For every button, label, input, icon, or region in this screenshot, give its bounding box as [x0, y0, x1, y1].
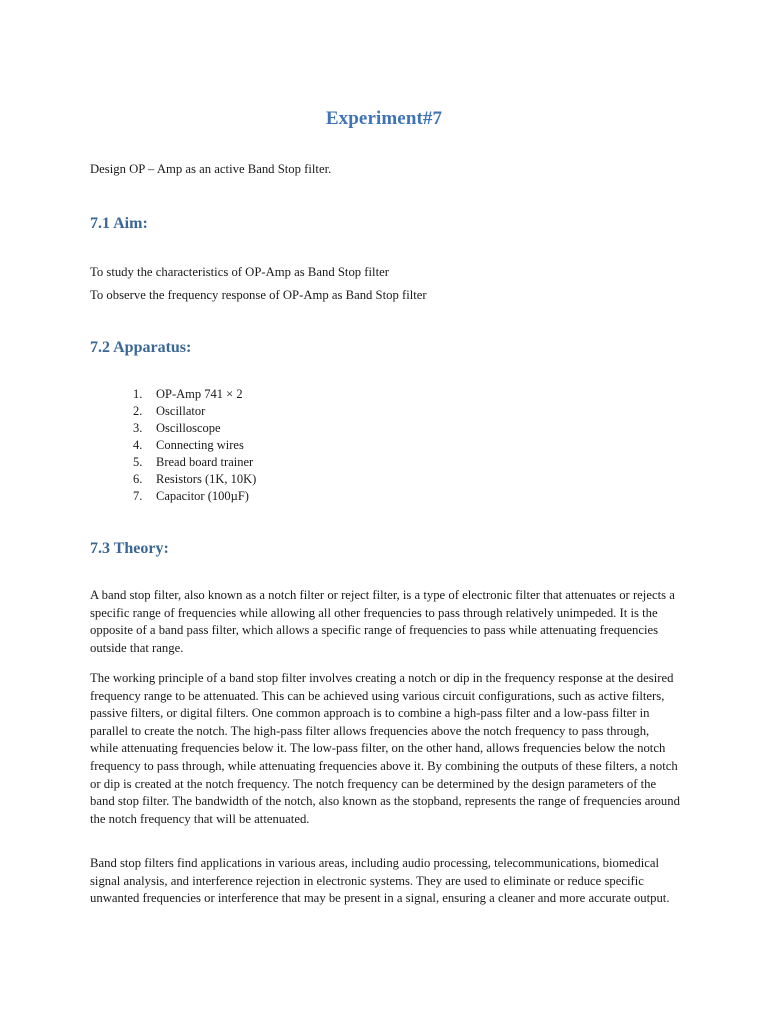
list-item: 7. Capacitor (100µF) — [133, 489, 249, 503]
list-item: 5. Bread board trainer — [133, 455, 254, 469]
apparatus-list — [133, 386, 256, 505]
list-item: 4. Connecting wires — [133, 438, 244, 452]
apparatus-heading: 7.2 Apparatus: — [90, 339, 192, 356]
list-item: 3. Oscilloscope — [133, 421, 221, 435]
theory-heading: 7.3 Theory: — [90, 540, 169, 557]
intro-text: Design OP – Amp as an active Band Stop filter. — [90, 162, 332, 176]
list-item: 1. OP-Amp 741 × 2 — [133, 387, 243, 401]
list-item: 6. Resistors (1K, 10K) — [133, 472, 257, 486]
theory-paragraph-3: Band stop filters find applications in various areas, including audio processing, telecommunications, biomedical signal analysis, and interference rejection in electronic systems. They are used to eliminate or reduce specific unwanted frequencies or interference that may be present in a signal, ensuring a cleaner and more accurate output. — [90, 856, 670, 906]
aim-line-2: To observe the frequency response of OP-Amp as Band Stop filter — [90, 288, 427, 302]
theory-paragraph-2: The working principle of a band stop filter involves creating a notch or dip in the frequency response at the desired frequency range to be attenuated. This can be achieved using various circuit configurations, such as active filters, passive filters, or digital filters. One common approach is to combine a high-pass filter and a low-pass filter in parallel to create the notch. The high-pass filter allows frequencies above the notch frequency to pass through, while attenuating frequencies below it. The low-pass filter, on the other hand, allows frequencies below the notch frequency to pass through, while attenuating frequencies above it. By combining the outputs of these filters, a notch or dip is created at the notch frequency. The notch frequency can be determined by the design parameters of the band stop filter. The bandwidth of the notch, also known as the stopband, represents the range of frequencies around the notch frequency that will be attenuated. — [90, 671, 680, 826]
list-item: 2. Oscillator — [133, 404, 206, 418]
theory-paragraph-1: A band stop filter, also known as a notch filter or reject filter, is a type of electronic filter that attenuates or rejects a specific range of frequencies while allowing all other frequencies to pass through relatively unimpeded. It is the opposite of a band pass filter, which allows a specific range of frequencies to pass while attenuating frequencies outside that range. — [90, 588, 675, 655]
aim-heading: 7.1 Aim: — [90, 215, 148, 232]
aim-line-1: To study the characteristics of OP-Amp as Band Stop filter — [90, 265, 389, 279]
page-title: Experiment#7 — [325, 108, 443, 129]
